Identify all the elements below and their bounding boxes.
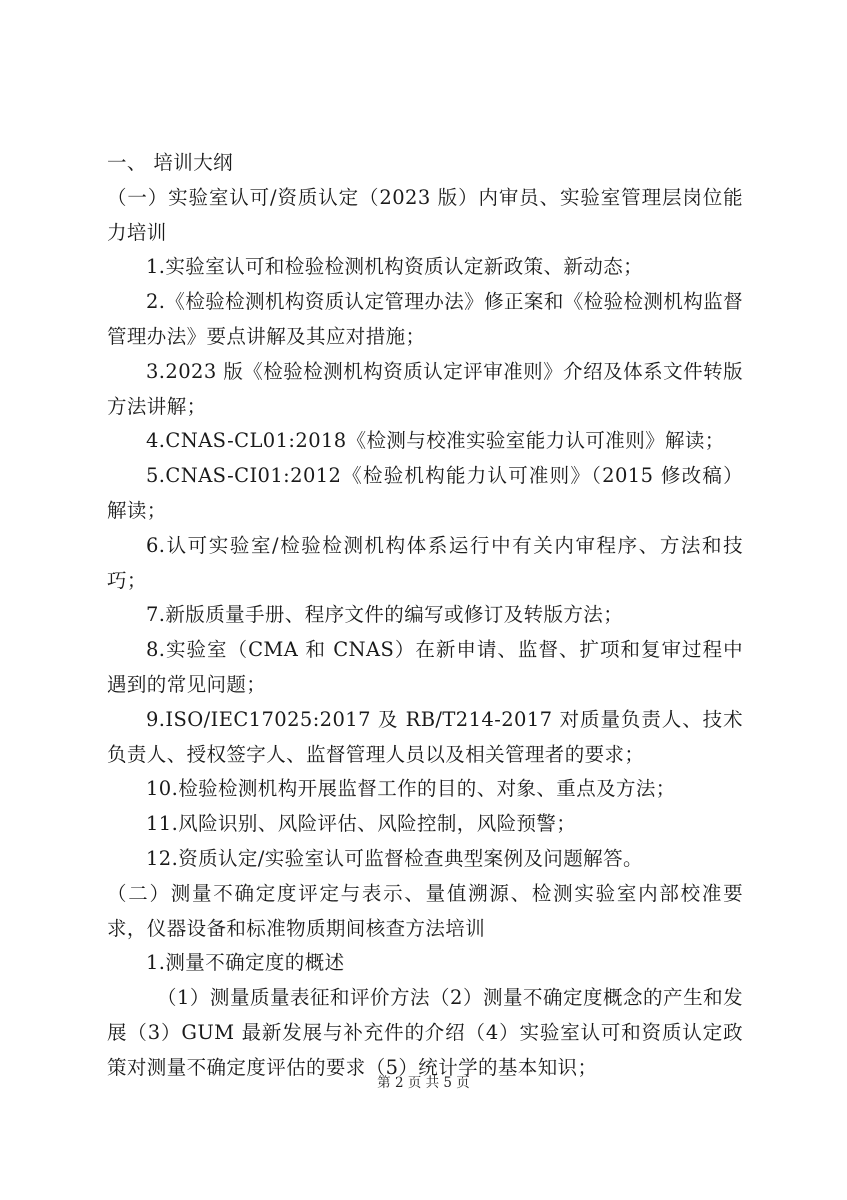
section-title: 一、 培训大纲 [107, 151, 233, 174]
list-item: 10.检验检测机构开展监督工作的目的、对象、重点及方法； [146, 777, 676, 801]
part2-heading: （二）测量不确定度评定与表示、量值溯源、检测实验室内部校准要求，仪器设备和标准物质期间核查方法培训 [107, 881, 743, 940]
list-item: 5.CNAS-CI01:2012《检验机构能力认可准则》（2015 修改稿）解读； [107, 464, 743, 522]
list-item: 7.新版质量手册、程序文件的编写或修订及转版方法； [146, 603, 624, 627]
sub-list-item: （1）测量质量表征和评价方法（2）测量不确定度概念的产生和发展（3）GUM 最新发展与补充件的介绍（4）实验室认可和资质认定政策对测量不确定度评估的要求（5）统计学的基本知识； [107, 986, 743, 1079]
list-item: 1.测量不确定度的概述 [146, 951, 345, 975]
document-body [107, 146, 743, 1086]
list-item: 8.实验室（CMA 和 CNAS）在新申请、监督、扩项和复审过程中遇到的常见问题； [107, 638, 743, 696]
list-item: 3.2023 版《检验检测机构资质认定评审准则》介绍及体系文件转版方法讲解； [107, 359, 743, 418]
list-item: 4.CNAS-CL01:2018《检测与校准实验室能力认可准则》解读； [146, 429, 725, 453]
page-number-footer: 第 2 页 共 5 页 [377, 1075, 470, 1091]
list-item: 11.风险识别、风险评估、风险控制，风险预警； [146, 812, 577, 836]
list-item: 9.ISO/IEC17025:2017 及 RB/T214-2017 对质量负责人、技术负责人、授权签字人、监督管理人员以及相关管理者的要求； [107, 707, 743, 766]
list-item: 6.认可实验室/检验检测机构体系运行中有关内审程序、方法和技巧； [107, 533, 743, 592]
list-item: 12.资质认定/实验室认可监督检查典型案例及问题解答。 [146, 846, 643, 870]
list-item: 2.《检验检测机构资质认定管理办法》修正案和《检验检测机构监督管理办法》要点讲解及其应对措施； [107, 290, 743, 348]
list-item: 1.实验室认可和检验检测机构资质认定新政策、新动态； [146, 255, 644, 279]
part1-heading: （一）实验室认可/资质认定（2023 版）内审员、实验室管理层岗位能力培训 [107, 185, 743, 244]
